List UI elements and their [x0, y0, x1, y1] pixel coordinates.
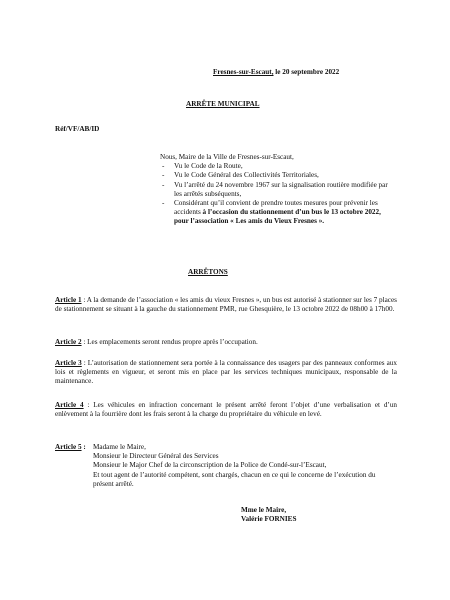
preamble-list — [160, 162, 395, 226]
signature-name: Valérie FORNIES — [241, 515, 297, 524]
document-title: ARRÊTE MUNICIPAL — [186, 100, 260, 108]
article-5-label-line: Article 5 : — [55, 443, 86, 451]
article-5-body — [93, 443, 393, 489]
preamble-item-considering — [160, 199, 395, 227]
preamble-item: - Vu l’arrêté du 24 novembre 1967 sur la signalisation routière modifiée par les arrêtés subséquents, — [160, 181, 395, 199]
reference: Réf/VF/AB/ID — [55, 125, 100, 133]
signature-role: Mme le Maire, — [241, 506, 287, 514]
preamble-item: - Vu le Code Général des Collectivités Territoriales, — [160, 171, 395, 180]
article-1: Article 1 : A la demande de l’association « les amis du vieux Fresnes », un bus est autorisé à stationner sur les 7 places de stationnement se situant à la gauche du stationnement PMR, rue Ghesquière, le 13 octobre 2022 de 08h00 à 17h00. — [55, 296, 397, 314]
arretons-heading: ARRÊTONS — [188, 268, 228, 276]
preamble-item: - Vu le Code de la Route, — [160, 162, 395, 171]
article-label: Article 4 — [55, 401, 84, 409]
place-date — [213, 68, 383, 77]
article-5-line: Monsieur le Major Chef de la circonscription de la Police de Condé-sur-l’Escaut, — [93, 461, 327, 470]
article-text: A la demande de l’association « les amis du vieux Fresnes », un bus est autorisé à stationner sur les 7 places de stationnement se situant à la gauche du stationnement PMR, rue Ghesquière, le 13 octobre 2022 de 08h00 à 17h00. — [55, 296, 397, 314]
article-text: L’autorisation de stationnement sera portée à la connaissance des usagers par des panneaux conformes aux lois et règlements en vigueur, et seront mis en place par les services techniques municipaux, responsable de la maintenance. — [55, 359, 397, 386]
article-text: Les véhicules en infraction concernant le présent arrêté feront l’objet d’une verbalisation et d’un enlèvement à la fourrière dont les frais seront à la charge du propriétaire du véhicule en levé. — [55, 401, 398, 419]
preamble — [160, 153, 395, 227]
article-5-line: Monsieur le Directeur Général des Services — [93, 452, 219, 461]
article-3: Article 3 : L’autorisation de stationnement sera portée à la connaissance des usagers par des panneaux conformes aux lois et règlements en vigueur, et seront mis en place par les services techniques municipaux, responsable de la maintenance. — [55, 359, 397, 386]
place-name: Fresnes-sur-Escaut, — [213, 68, 274, 76]
article-label: Article 5 — [55, 443, 82, 451]
article-label: Article 2 — [55, 338, 82, 346]
article-5-line: Madame le Maire, — [93, 443, 146, 451]
date: le 20 septembre 2022 — [273, 68, 340, 76]
considering-bold-text: à l’occasion du stationnement d’un bus le 13 octobre 2022, pour l’association « Les amis du Vieux Fresnes ». — [174, 208, 381, 226]
article-4: Article 4 : Les véhicules en infraction concernant le présent arrêté feront l’objet d’une verbalisation et d’un enlèvement à la fourrière dont les frais seront à la charge du propriétaire du véhicule en levé. — [55, 401, 398, 419]
article-text: Les emplacements seront rendus propre après l’occupation. — [87, 338, 258, 346]
article-label: Article 1 — [55, 296, 82, 304]
preamble-intro: Nous, Maire de la Ville de Fresnes-sur-Escaut, — [160, 153, 294, 161]
article-5-line: Et tout agent de l’autorité compétent, sont chargés, chacun en ce qui le concerne de l’exécution du présent arrêté. — [93, 470, 376, 488]
article-2: Article 2 : Les emplacements seront rendus propre après l’occupation. — [55, 338, 258, 346]
article-label: Article 3 — [55, 359, 82, 367]
signature — [241, 506, 361, 524]
considering-text: Considérant qu’il convient de prendre toutes mesures pour prévenir les accidents — [174, 199, 378, 217]
